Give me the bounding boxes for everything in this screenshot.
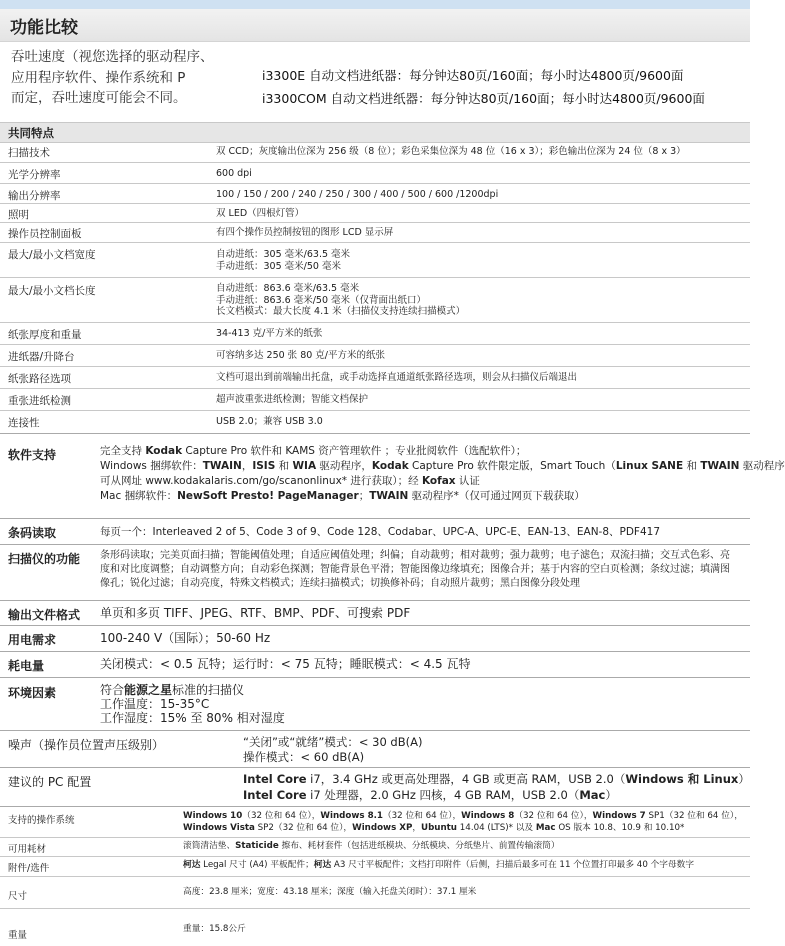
divider xyxy=(0,767,750,768)
text-segment: 标准的扫描仪 xyxy=(172,683,245,697)
text-segment: ） xyxy=(605,788,617,802)
row-value-optical-res: 600 dpi xyxy=(216,168,252,179)
text-segment: Windows 8 xyxy=(461,811,515,821)
row-value-os xyxy=(183,810,743,834)
row-value-multifeed: 超声波重张进纸检测；智能文档保护 xyxy=(216,394,369,405)
row-label-noise: 噪声（操作员位置声压级别） xyxy=(8,738,165,752)
common-features-header xyxy=(0,122,750,143)
throughput-note-line: 应用程序软件、操作系统和 P xyxy=(11,69,186,86)
text-segment: Windows Vista xyxy=(183,823,255,833)
divider xyxy=(0,388,750,389)
doc-width-line: 自动进纸：305 毫米/63.5 毫米 xyxy=(216,249,351,260)
text-segment: 能源之星 xyxy=(124,683,173,697)
text-segment: Windows 7 xyxy=(592,811,646,821)
text-segment: 驱动程序*（仅可通过网页下载获取） xyxy=(408,490,585,502)
row-label-consumables: 可用耗材 xyxy=(8,844,47,855)
pc-line-1 xyxy=(243,771,750,787)
row-value-features: 条形码读取；完美页面扫描；智能阈值处理；自适应阈值处理；纠偏；自动裁剪；相对裁剪；强力裁剪；电子滤色；双流扫描；交互式色彩、亮度和对比度调整；自动调整方向；自动彩色探测；智能背景色平滑；智能图像边缘填充；图像合并；基于内容的空白页检测；条纹过滤；填满图像孔；锐化过滤；自动亮度，特殊文档模式；连续扫描模式；切换修补码；自动照片裁剪；黑白图像分段处理 xyxy=(100,550,730,589)
text-segment: 符合 xyxy=(100,683,125,697)
text-segment: Capture Pro 软件和 KAMS 资产管理软件 ；专业批阅软件（选配软件）； xyxy=(182,445,527,457)
doc-width-line: 手动进纸：305 毫米/50 毫米 xyxy=(216,260,341,272)
row-label-os: 支持的操作系统 xyxy=(8,815,75,826)
text-segment: OS 版本 10.8、10.9 和 10.10* xyxy=(555,823,685,833)
text-segment: WIA xyxy=(292,460,317,472)
text-segment: Intel Core xyxy=(243,788,307,802)
row-label-barcode: 条码读取 xyxy=(8,526,57,540)
divider xyxy=(0,366,750,367)
text-segment: Windows 和 Linux xyxy=(625,772,739,786)
divider xyxy=(0,183,750,184)
row-value-output-res: 100 / 150 / 200 / 240 / 250 / 300 / 400 / 500 / 600 /1200dpi xyxy=(216,189,499,200)
text-segment: Windows XP xyxy=(352,823,413,833)
divider xyxy=(0,203,750,204)
throughput-i3300com: i3300COM 自动文档进纸器：每分钟达80页/160面；每小时达4800页/9600面 xyxy=(262,91,705,106)
row-label-feeder: 进纸器/升降台 xyxy=(8,351,75,363)
row-label-multifeed: 重张进纸检测 xyxy=(8,395,71,407)
text-segment: Windows 捆绑软件： xyxy=(100,460,203,472)
row-value-weight: 重量：15.8公斤 xyxy=(183,924,246,934)
text-segment: Mac xyxy=(579,788,606,802)
divider xyxy=(0,433,750,434)
row-value-power: 100-240 V（国际）；50-60 Hz xyxy=(100,631,271,645)
text-segment: Legal 尺寸 (A4) 平板配件； xyxy=(200,860,314,870)
text-segment: ； xyxy=(358,490,370,502)
row-value-paper-path: 文档可退出到前端输出托盘，或手动选择直通道纸张路径选项，则会从扫描仪后端退出 xyxy=(216,372,578,383)
divider xyxy=(0,837,750,838)
row-label-power: 用电需求 xyxy=(8,633,57,647)
software-line-2 xyxy=(100,459,785,474)
row-label-paper-weight: 纸张厚度和重量 xyxy=(8,329,82,341)
text-segment: Capture Pro 软件限定版，Smart Touch（ xyxy=(408,460,616,472)
row-label-software: 软件支持 xyxy=(8,448,57,462)
text-segment: Linux SANE xyxy=(615,460,684,472)
title-band xyxy=(0,9,750,42)
row-label-dimensions: 尺寸 xyxy=(8,891,28,902)
text-segment: 擦布、耗材套件（包括进纸模块、分纸模块、分纸垫片、前置传输滚筒） xyxy=(278,841,560,851)
text-segment: Mac 捆绑软件： xyxy=(100,490,178,502)
row-label-accessories: 附件/选件 xyxy=(8,863,50,874)
text-segment: 和 xyxy=(275,460,293,472)
row-label-illumination: 照明 xyxy=(8,209,29,221)
divider xyxy=(0,277,750,278)
divider xyxy=(0,600,750,601)
doc-length-line: 自动进纸：863.6 毫米/63.5 毫米 xyxy=(216,283,360,294)
divider xyxy=(0,651,750,652)
row-value-software xyxy=(100,444,785,504)
throughput-note-line: 吞吐速度（视您选择的驱动程序、 xyxy=(11,49,214,65)
divider xyxy=(0,730,750,731)
row-label-scan-tech: 扫描技术 xyxy=(8,147,50,159)
row-value-pc xyxy=(243,771,750,803)
text-segment: i7 处理器，2.0 GHz 四核，4 GB RAM，USB 2.0（ xyxy=(306,788,580,802)
divider xyxy=(0,856,750,857)
text-segment: Kodak xyxy=(145,445,183,457)
doc-length-line: 长文档模式：最大长度 4.1 米（扫描仪支持连续扫描模式） xyxy=(216,306,466,317)
row-value-paper-weight: 34-413 克/平方米的纸张 xyxy=(216,328,323,339)
text-segment: ） xyxy=(738,772,750,786)
text-segment: 柯达 xyxy=(313,860,332,870)
text-segment: 柯达 xyxy=(183,860,201,870)
noise-line-1: “关闭”或“就绪”模式：< 30 dB(A) xyxy=(243,735,423,749)
text-segment: Kofax xyxy=(421,475,456,487)
row-value-noise xyxy=(243,735,422,765)
text-segment: Intel Core xyxy=(243,772,307,786)
text-segment: TWAIN xyxy=(700,460,740,472)
throughput-note xyxy=(11,47,266,109)
os-line-2 xyxy=(183,822,743,834)
row-label-connectivity: 连接性 xyxy=(8,417,40,429)
pc-line-2 xyxy=(243,787,750,803)
text-segment: 和 xyxy=(683,460,701,472)
environment-line-2: 工作温度：15-35°C xyxy=(100,697,210,711)
text-segment: 驱动程序 xyxy=(739,460,785,472)
divider xyxy=(0,544,750,545)
os-line-1 xyxy=(183,810,743,822)
row-value-barcode: 每页一个：Interleaved 2 of 5、Code 3 of 9、Code 128、Codabar、UPC-A、UPC-E、EAN-13、EAN-8、PDF417 xyxy=(100,526,661,538)
doc-length-line: 手动进纸：863.6 毫米/50 毫米（仅背面出纸口） xyxy=(216,294,427,306)
row-value-connectivity: USB 2.0；兼容 USB 3.0 xyxy=(216,416,323,427)
row-label-pc: 建议的 PC 配置 xyxy=(8,775,92,789)
text-segment: Kodak xyxy=(371,460,409,472)
row-label-doc-length: 最大/最小文档长度 xyxy=(8,285,96,297)
environment-line-1 xyxy=(100,683,285,697)
text-segment: Mac xyxy=(535,823,556,833)
environment-line-3: 工作湿度：15% 至 80% 相对湿度 xyxy=(100,711,285,725)
text-segment: 滚筒清洁垫、 xyxy=(183,841,236,851)
divider xyxy=(0,908,750,909)
row-label-environment: 环境因素 xyxy=(8,686,57,700)
text-segment: 14.04 (LTS)* 以及 xyxy=(457,823,536,833)
row-value-accessories xyxy=(183,859,694,871)
throughput-i3300e: i3300E 自动文档进纸器：每分钟达80页/160面；每小时达4800页/9600面 xyxy=(262,68,684,83)
divider xyxy=(0,322,750,323)
row-label-weight: 重量 xyxy=(8,930,28,941)
row-value-feeder: 可容纳多达 250 张 80 克/平方米的纸张 xyxy=(216,350,386,361)
software-line-4 xyxy=(100,489,785,504)
divider xyxy=(0,806,750,807)
text-segment: 认证 xyxy=(455,475,480,487)
text-segment: TWAIN xyxy=(202,460,242,472)
noise-line-2: 操作模式：< 60 dB(A) xyxy=(243,750,365,764)
text-segment: Staticide xyxy=(235,841,279,851)
row-value-doc-length xyxy=(216,283,465,318)
text-segment: ， xyxy=(412,823,422,833)
row-value-environment xyxy=(100,683,285,725)
divider xyxy=(0,410,750,411)
throughput-note-line: 而定，吞吐速度可能会不同。 xyxy=(11,90,187,106)
row-value-output-formats: 单页和多页 TIFF、JPEG、RTF、BMP、PDF、可搜索 PDF xyxy=(100,606,411,620)
row-value-dimensions: 高度：23.8 厘米；宽度：43.18 厘米；深度（输入托盘关闭时）：37.1 厘米 xyxy=(183,887,477,897)
row-value-illumination: 双 LED（四根灯管） xyxy=(216,208,305,219)
text-segment: 完全支持 xyxy=(100,445,146,457)
divider xyxy=(0,518,750,519)
text-segment: A3 尺寸平板配件；文档打印附件（后侧，扫描后最多可在 11 个位置打印最多 40 个字母数字 xyxy=(331,860,695,870)
text-segment: （32 位和 64 位）， xyxy=(382,811,462,821)
row-label-output-formats: 输出文件格式 xyxy=(8,608,81,622)
row-label-features: 扫描仪的功能 xyxy=(8,552,81,566)
row-value-scan-tech: 双 CCD；灰度输出位深为 256 级（8 位）；彩色采集位深为 48 位（16 x 3）；彩色输出位深为 24 位（8 x 3） xyxy=(216,146,686,157)
text-segment: ISIS xyxy=(252,460,276,472)
text-segment: SP1（32 位和 64 位）， xyxy=(645,811,743,821)
row-label-control-panel: 操作员控制面板 xyxy=(8,228,82,240)
divider xyxy=(0,625,750,626)
row-label-paper-path: 纸张路径选项 xyxy=(8,373,71,385)
row-label-consumption: 耗电量 xyxy=(8,659,45,673)
divider xyxy=(0,876,750,877)
text-segment: Ubuntu xyxy=(421,823,457,833)
divider xyxy=(0,344,750,345)
text-segment: ， xyxy=(241,460,253,472)
text-segment: 驱动程序， xyxy=(316,460,372,472)
text-segment: Windows 8.1 xyxy=(320,811,383,821)
row-value-doc-width xyxy=(216,249,350,272)
text-segment: i7，3.4 GHz 或更高处理器，4 GB 或更高 RAM，USB 2.0（ xyxy=(306,772,626,786)
section-title: 共同特点 xyxy=(8,126,54,140)
divider xyxy=(0,242,750,243)
row-value-control-panel: 有四个操作员控制按钮的图形 LCD 显示屏 xyxy=(216,227,394,238)
text-segment: （32 位和 64 位）， xyxy=(242,811,321,821)
divider xyxy=(0,162,750,163)
row-label-doc-width: 最大/最小文档宽度 xyxy=(8,249,96,261)
software-line-1 xyxy=(100,444,785,459)
row-label-optical-res: 光学分辨率 xyxy=(8,169,61,181)
divider xyxy=(0,677,750,678)
text-segment: SP2（32 位和 64 位）， xyxy=(254,823,353,833)
text-segment: 可从网址 www.kodakalaris.com/go/scanonlinux* 进行获取）；经 xyxy=(100,475,422,487)
row-value-consumption: 关闭模式：< 0.5 瓦特；运行时：< 75 瓦特；睡眠模式：< 4.5 瓦特 xyxy=(100,657,471,671)
text-segment: （32 位和 64 位）， xyxy=(514,811,593,821)
divider xyxy=(0,222,750,223)
top-accent-bar xyxy=(0,0,750,9)
text-segment: TWAIN xyxy=(369,490,409,502)
software-line-3 xyxy=(100,474,785,489)
row-label-output-res: 输出分辨率 xyxy=(8,190,61,202)
row-value-consumables xyxy=(183,840,560,852)
text-segment: NewSoft Presto! PageManager xyxy=(177,490,359,502)
page-title: 功能比较 xyxy=(10,18,78,38)
throughput-specs xyxy=(262,64,752,110)
text-segment: Windows 10 xyxy=(183,811,243,821)
